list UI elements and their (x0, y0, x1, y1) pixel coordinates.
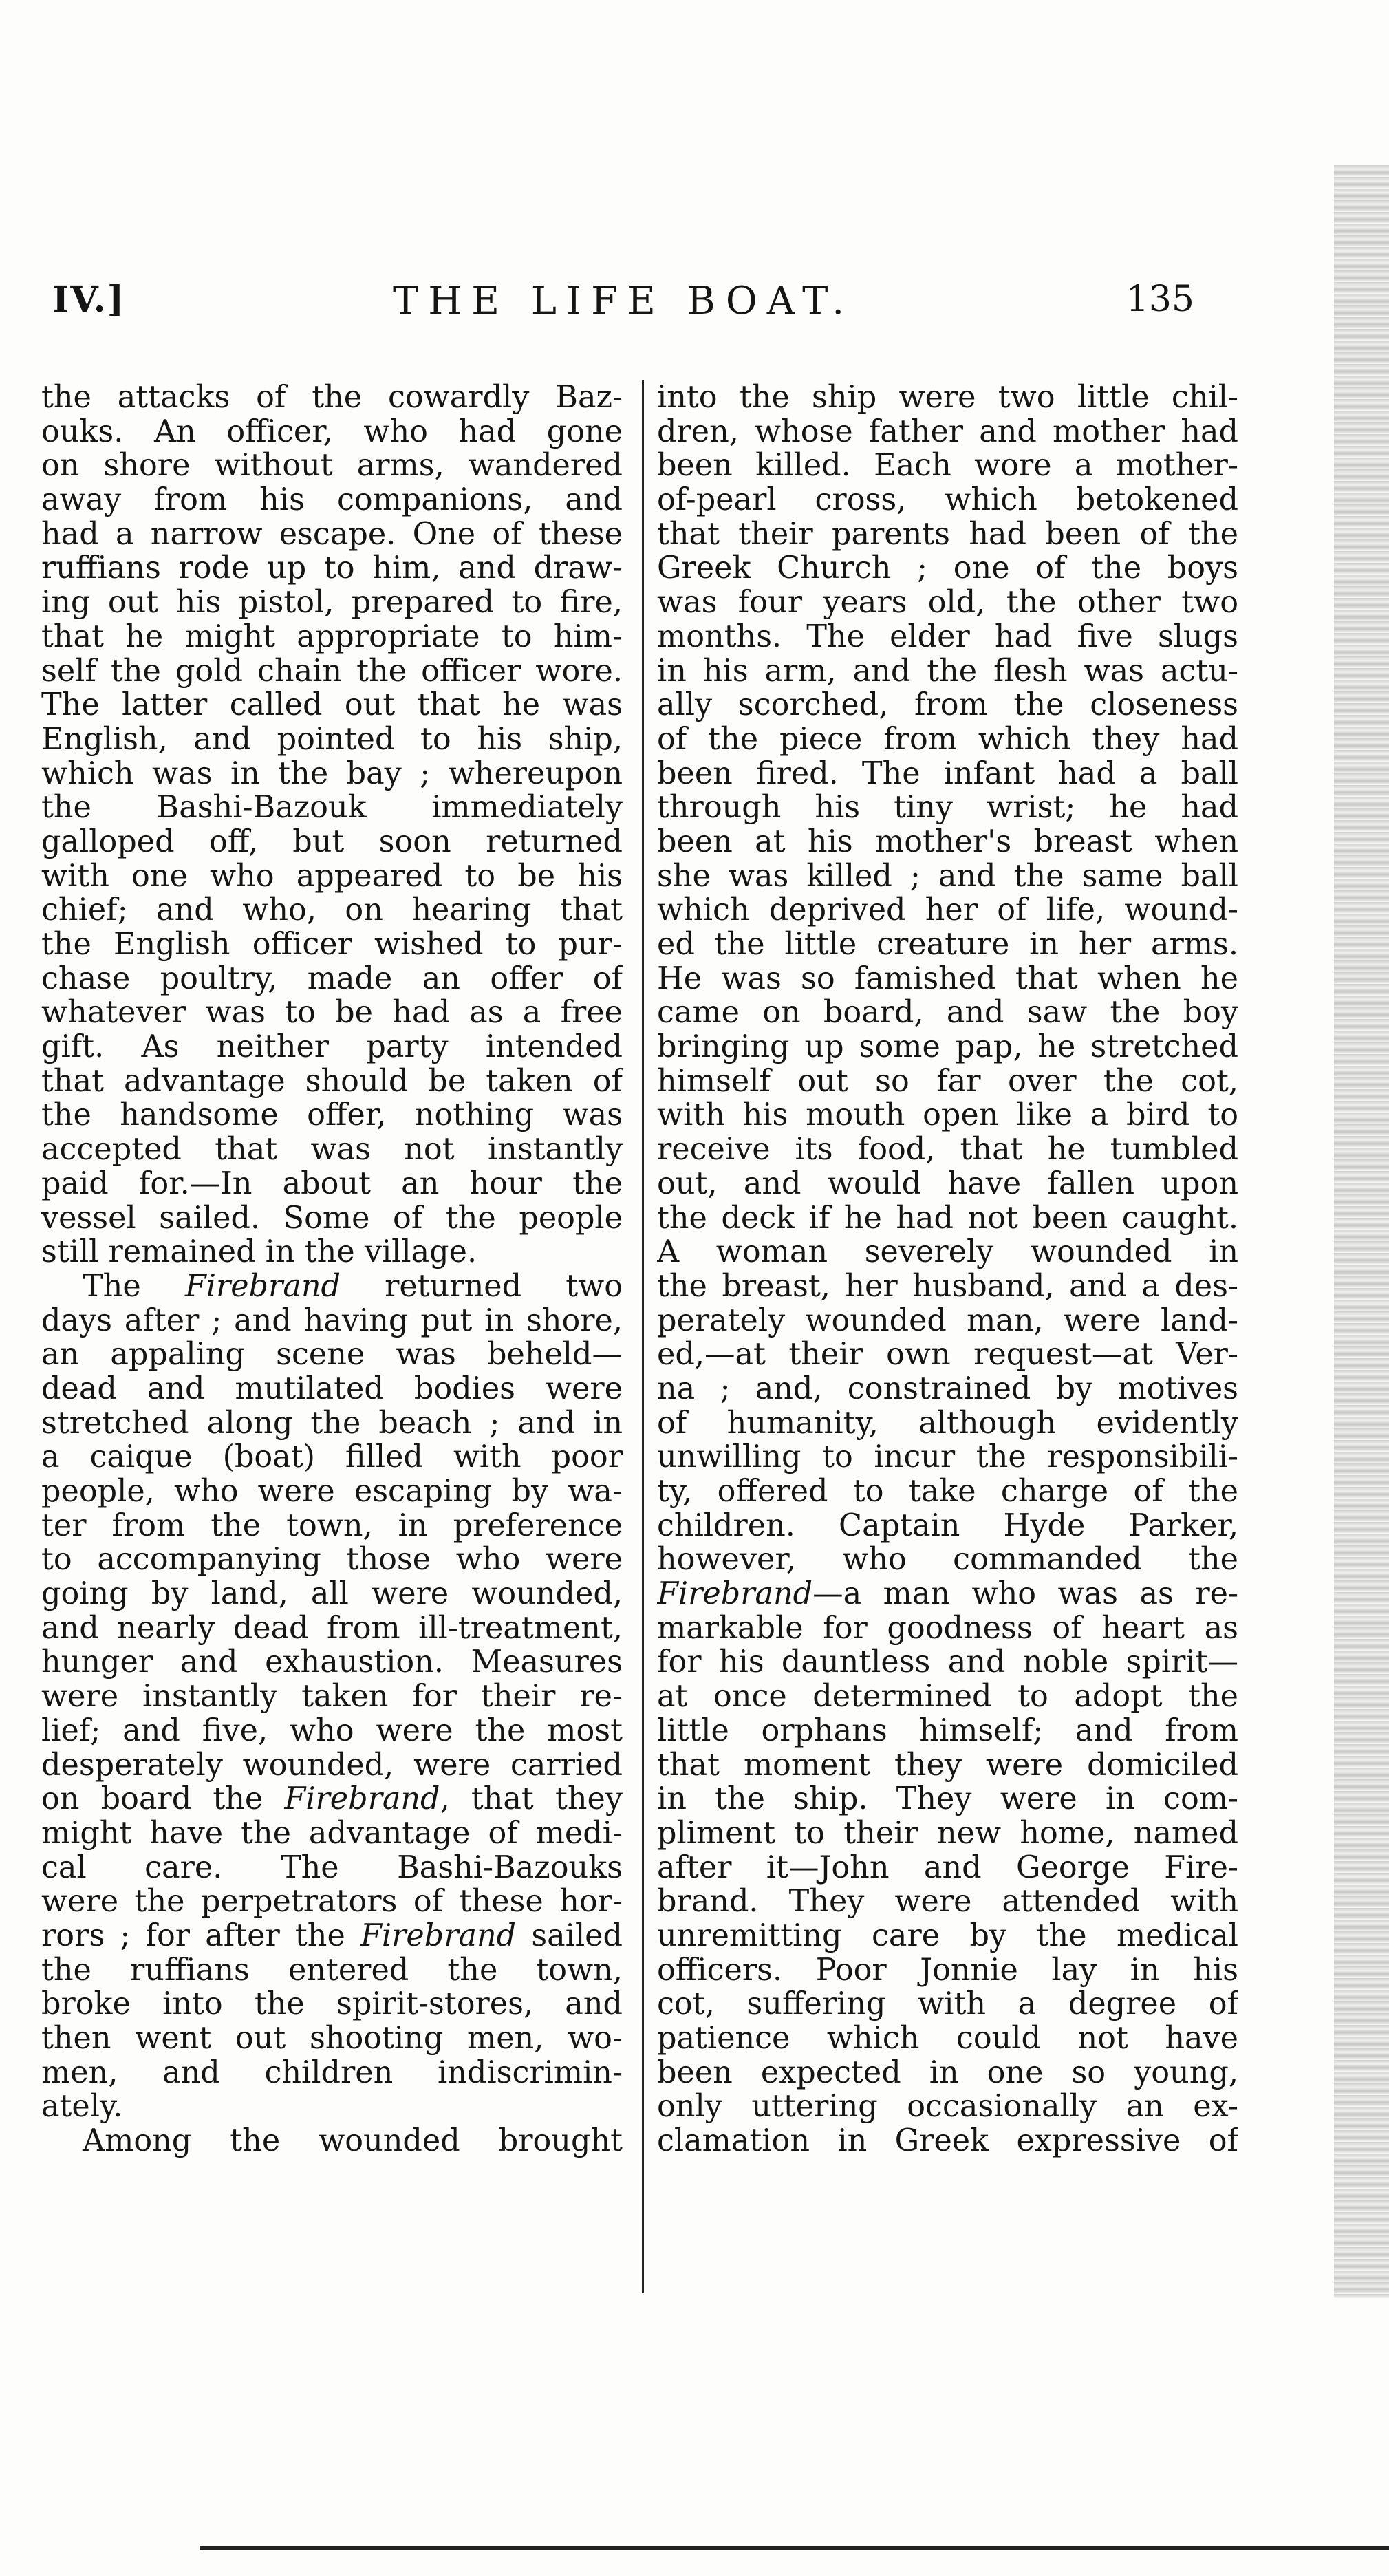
page-edge-shadow (1334, 165, 1389, 2298)
text-line: The Firebrand returned two (83, 1269, 623, 1304)
text-line: the ruffians entered the town, (41, 1953, 623, 1988)
text-line: pliment to their new home, named (657, 1816, 1238, 1851)
text-line: been expected in one so young, (657, 2055, 1238, 2090)
text-line: chief; and who, on hearing that (41, 893, 623, 927)
text-line: desperately wounded, were carried (41, 1748, 623, 1783)
text-line: in the ship. They were in com- (657, 1782, 1238, 1816)
text-line: an appaling scene was beheld— (41, 1338, 623, 1372)
text-line: receive its food, that he tumbled (657, 1133, 1238, 1167)
section-number: IV.] (52, 279, 126, 321)
text-line: away from his companions, and (41, 483, 623, 517)
text-line: Among the wounded brought (83, 2124, 623, 2158)
text-line: clamation in Greek expressive of (657, 2124, 1238, 2158)
text-line: rors ; for after the Firebrand sailed (41, 1918, 623, 1953)
text-line: at once determined to adopt the (657, 1679, 1238, 1714)
text-line: dren, whose father and mother had (657, 414, 1238, 449)
text-line: of humanity, although evidently (657, 1406, 1238, 1441)
left-column (41, 380, 623, 2158)
text-line: that their parents had been of the (657, 517, 1238, 552)
text-line: broke into the spirit-stores, and (41, 1987, 623, 2021)
text-line: hunger and exhaustion. Measures (41, 1645, 623, 1680)
text-line: which was in the bay ; whereupon (41, 756, 623, 791)
text-line: Greek Church ; one of the boys (657, 551, 1238, 586)
text-line: children. Captain Hyde Parker, (657, 1508, 1238, 1543)
text-line: a caique (boat) filled with poor (41, 1440, 623, 1474)
text-line: The latter called out that he was (41, 688, 623, 722)
text-line: to accompanying those who were (41, 1543, 623, 1578)
text-line: ouks. An officer, who had gone (41, 414, 623, 449)
text-line: paid for.—In about an hour the (41, 1166, 623, 1201)
text-line: been at his mother's breast when (657, 824, 1238, 859)
text-line: whatever was to be had as a free (41, 996, 623, 1031)
text-line: however, who commanded the (657, 1543, 1238, 1578)
text-line: unremitting care by the medical (657, 1918, 1238, 1953)
running-header (52, 279, 1194, 334)
text-line: A woman severely wounded in (657, 1235, 1238, 1269)
text-line: ty, offered to take charge of the (657, 1474, 1238, 1509)
text-line: English, and pointed to his ship, (41, 722, 623, 757)
text-line: lief; and five, who were the most (41, 1713, 623, 1748)
running-title: THE LIFE BOAT. (392, 279, 854, 323)
text-line: might have the advantage of medi- (41, 1816, 623, 1851)
text-line: the Bashi-Bazouk immediately (41, 791, 623, 825)
text-line: the deck if he had not been caught. (657, 1201, 1238, 1236)
text-line: on shore without arms, wandered (41, 449, 623, 484)
text-line: months. The elder had five slugs (657, 619, 1238, 654)
text-line: galloped off, but soon returned (41, 824, 623, 859)
text-line: self the gold chain the officer wore. (41, 654, 623, 689)
text-line: of the piece from which they had (657, 722, 1238, 757)
text-line: cot, suffering with a degree of (657, 1987, 1238, 2021)
text-line: little orphans himself; and from (657, 1713, 1238, 1748)
text-line: the handsome offer, nothing was (41, 1098, 623, 1133)
text-line: stretched along the beach ; and in (41, 1406, 623, 1441)
text-line: cal care. The Bashi-Bazouks (41, 1850, 623, 1885)
text-line: ately. (41, 2090, 123, 2125)
text-line: that moment they were domiciled (657, 1748, 1238, 1783)
text-line: out, and would have fallen upon (657, 1166, 1238, 1201)
text-line: dead and mutilated bodies were (41, 1371, 623, 1406)
text-line: ally scorched, from the closeness (657, 688, 1238, 722)
text-line: himself out so far over the cot, (657, 1064, 1238, 1099)
text-line: the attacks of the cowardly Baz- (41, 380, 623, 415)
text-line: which deprived her of life, wound- (657, 893, 1238, 927)
text-line: on board the Firebrand, that they (41, 1782, 623, 1816)
text-line: then went out shooting men, wo- (41, 2021, 623, 2056)
text-line: were the perpetrators of these hor- (41, 1885, 623, 1919)
text-line: days after ; and having put in shore, (41, 1303, 623, 1338)
text-line: chase poultry, made an offer of (41, 961, 623, 996)
text-line: of-pearl cross, which betokened (657, 483, 1238, 517)
text-line: the English officer wished to pur- (41, 927, 623, 962)
text-line: that advantage should be taken of (41, 1064, 623, 1099)
text-line: through his tiny wrist; he had (657, 791, 1238, 825)
text-line: she was killed ; and the same ball (657, 859, 1238, 894)
text-line: markable for goodness of heart as (657, 1611, 1238, 1646)
text-line: and nearly dead from ill-treatment, (41, 1611, 623, 1646)
text-line: na ; and, constrained by motives (657, 1371, 1238, 1406)
text-line: after it—John and George Fire- (657, 1850, 1238, 1885)
text-line: been killed. Each wore a mother- (657, 449, 1238, 484)
text-line: with his mouth open like a bird to (657, 1098, 1238, 1133)
text-line: officers. Poor Jonnie lay in his (657, 1953, 1238, 1988)
text-line: men, and children indiscrimin- (41, 2055, 623, 2090)
text-line: with one who appeared to be his (41, 859, 623, 894)
column-divider (642, 380, 644, 2293)
text-line: bringing up some pap, he stretched (657, 1030, 1238, 1064)
text-line: perately wounded man, were land- (657, 1303, 1238, 1338)
text-line: ed,—at their own request—at Ver- (657, 1338, 1238, 1372)
text-line: accepted that was not instantly (41, 1133, 623, 1167)
text-line: only uttering occasionally an ex- (657, 2090, 1238, 2125)
right-column (657, 380, 1238, 2158)
text-line: people, who were escaping by wa- (41, 1474, 623, 1509)
text-line: ed the little creature in her arms. (657, 927, 1238, 962)
text-line: still remained in the village. (41, 1235, 477, 1269)
text-line: were instantly taken for their re- (41, 1679, 623, 1714)
text-line: in his arm, and the flesh was actu- (657, 654, 1238, 689)
text-line: was four years old, the other two (657, 586, 1238, 620)
text-line: Firebrand—a man who was as re- (657, 1577, 1238, 1611)
text-line: for his dauntless and noble spirit— (657, 1645, 1238, 1680)
text-line: ing out his pistol, prepared to fire, (41, 586, 623, 620)
bottom-rule (200, 2546, 1389, 2550)
text-line: ter from the town, in preference (41, 1508, 623, 1543)
text-line: gift. As neither party intended (41, 1030, 623, 1064)
text-line: that he might appropriate to him- (41, 619, 623, 654)
text-line: the breast, her husband, and a des- (657, 1269, 1238, 1304)
text-line: He was so famished that when he (657, 961, 1238, 996)
text-line: been fired. The infant had a ball (657, 756, 1238, 791)
text-line: came on board, and saw the boy (657, 996, 1238, 1031)
text-line: going by land, all were wounded, (41, 1577, 623, 1611)
text-line: patience which could not have (657, 2021, 1238, 2056)
text-line: vessel sailed. Some of the people (41, 1201, 623, 1236)
text-line: ruffians rode up to him, and draw- (41, 551, 623, 586)
text-line: into the ship were two little chil- (657, 380, 1238, 415)
text-line: had a narrow escape. One of these (41, 517, 623, 552)
page-number: 135 (1126, 279, 1194, 320)
text-line: brand. They were attended with (657, 1885, 1238, 1919)
text-line: unwilling to incur the responsibili- (657, 1440, 1238, 1474)
